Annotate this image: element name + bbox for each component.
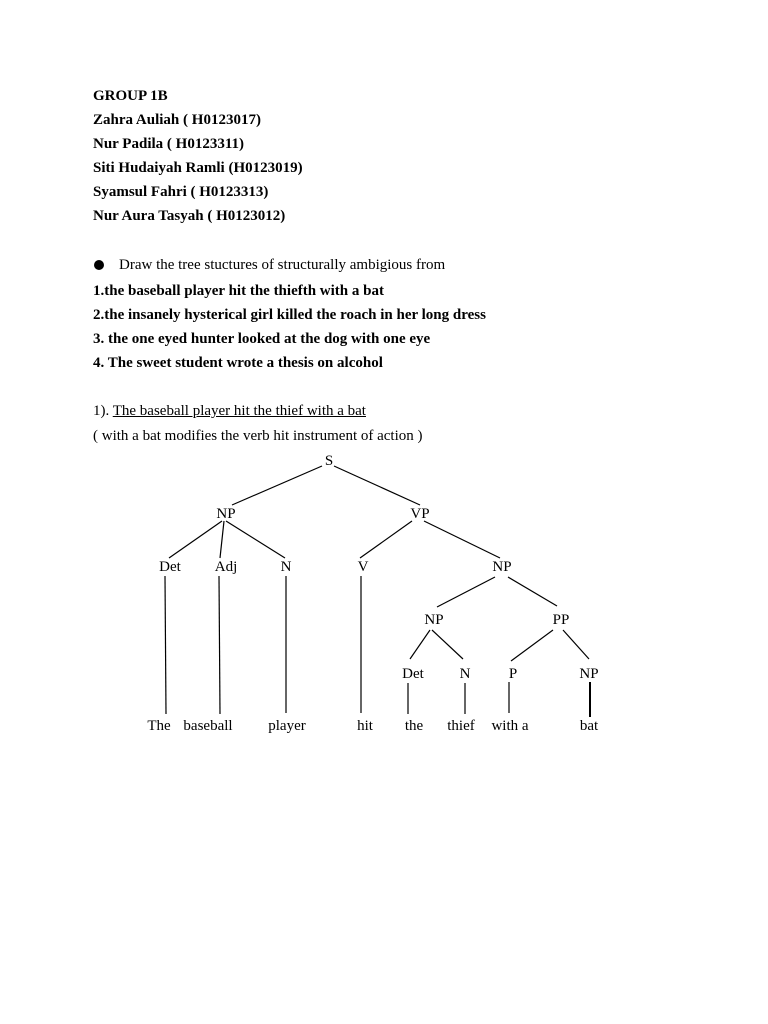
edge-np-det [169, 521, 222, 558]
member-1: Zahra Auliah ( H0123017) [93, 112, 261, 128]
node-p: P [508, 666, 518, 682]
edge-np-n [226, 521, 285, 558]
member-2: Nur Padila ( H0123311) [93, 136, 244, 152]
word-thief: thief [447, 718, 475, 734]
edge-np-pp [508, 577, 557, 606]
word-player: player [268, 718, 306, 734]
node-v: V [357, 559, 369, 575]
example-sentence: The baseball player hit the thief with a bat [112, 403, 366, 419]
word-the-2: the [404, 718, 424, 734]
node-n-2: N [459, 666, 471, 682]
edge-pp-p [511, 630, 553, 661]
edge-vp-np [424, 521, 500, 558]
node-pp: PP [552, 612, 570, 628]
node-np-bat: NP [579, 666, 599, 682]
member-3: Siti Hudaiyah Ramli (H0123019) [93, 160, 303, 176]
node-np-inner: NP [424, 612, 444, 628]
edge-npinner-n [432, 630, 463, 659]
group-title: GROUP 1B [93, 88, 168, 104]
node-np-subject: NP [216, 506, 236, 522]
example-note: ( with a bat modifies the verb hit instrument of action ) [93, 428, 423, 444]
tree-edges [165, 466, 590, 717]
sentence-1: 1.the baseball player hit the thiefth with a bat [93, 283, 384, 299]
edge-det-the [165, 576, 166, 714]
tree-nodes [159, 453, 598, 682]
task-instruction: Draw the tree stuctures of structurally ambigious from [119, 257, 446, 273]
sentence-3: 3. the one eyed hunter looked at the dog with one eye [93, 331, 431, 347]
sentence-2: 2.the insanely hysterical girl killed the roach in her long dress [93, 307, 486, 323]
node-n-1: N [280, 559, 292, 575]
node-adj: Adj [214, 559, 238, 575]
edge-pp-np [563, 630, 589, 659]
edge-np-adj [220, 521, 224, 558]
node-np-object: NP [492, 559, 512, 575]
member-5: Nur Aura Tasyah ( H0123012) [93, 208, 286, 224]
tree-words [147, 718, 599, 734]
word-with-a: with a [491, 718, 529, 734]
example-number: 1). [93, 403, 110, 419]
word-baseball: baseball [183, 718, 233, 734]
word-the-1: The [147, 718, 171, 734]
edge-s-vp [334, 466, 420, 505]
edge-s-np [232, 466, 322, 505]
member-4: Syamsul Fahri ( H0123313) [93, 184, 269, 200]
node-vp: VP [410, 506, 430, 522]
word-hit: hit [357, 718, 373, 734]
node-det-2: Det [402, 666, 424, 682]
node-det-1: Det [159, 559, 181, 575]
node-s: S [324, 453, 334, 469]
edge-vp-v [360, 521, 412, 558]
word-bat: bat [579, 718, 599, 734]
sentence-4: 4. The sweet student wrote a thesis on alcohol [93, 355, 383, 371]
edge-npinner-det [410, 630, 430, 659]
edge-np-np [437, 577, 495, 607]
edge-adj-baseball [219, 576, 220, 714]
